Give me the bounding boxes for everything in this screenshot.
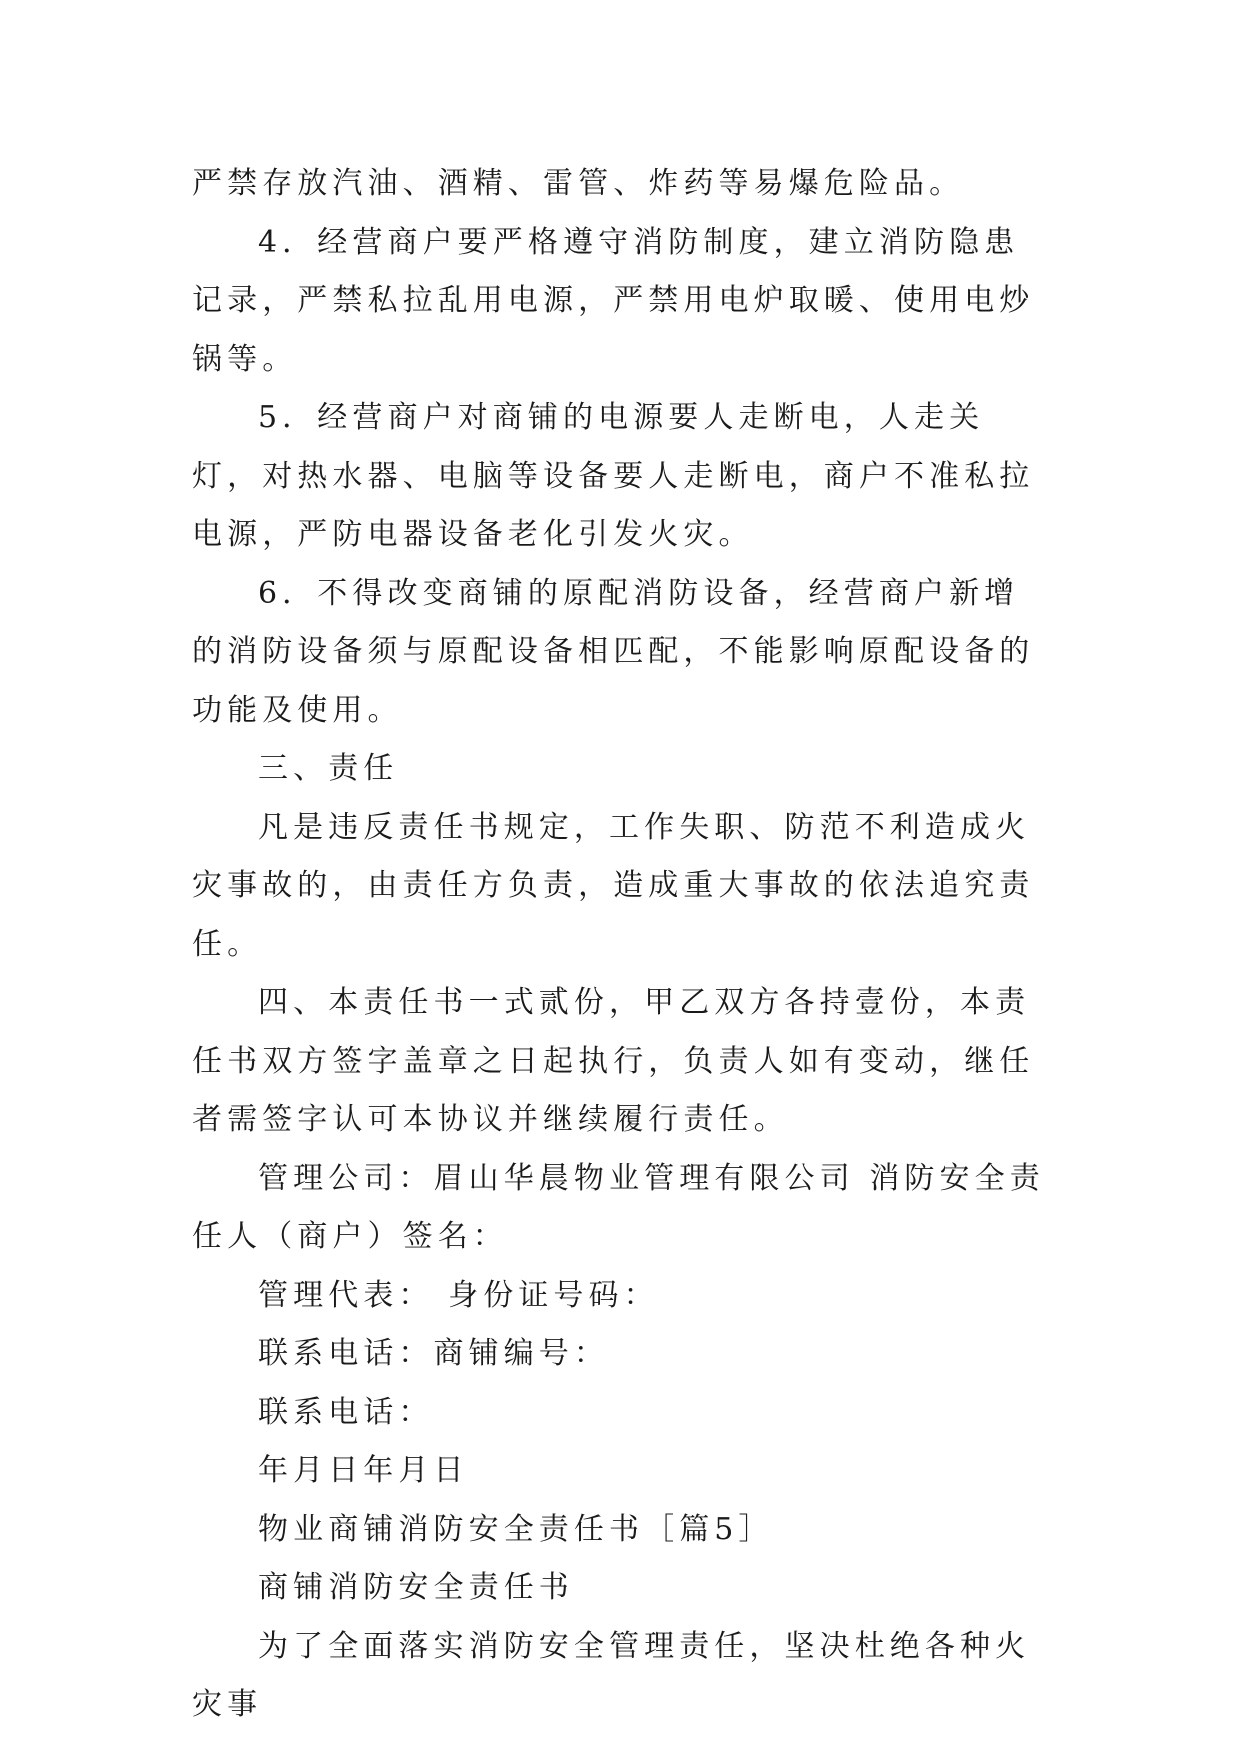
paragraph-item-5: 5．经营商户对商铺的电源要人走断电，人走关灯，对热水器、电脑等设备要人走断电，商户不准私拉电源，严防电器设备老化引发火灾。 <box>192 400 1035 552</box>
document-title: 商铺消防安全责任书 <box>258 1570 574 1605</box>
signature-date-line: 年月日年月日 <box>258 1453 469 1488</box>
paragraph-item-4: 4．经营商户要严格遵守消防制度，建立消防隐患记录，严禁私拉乱用电源，严禁用电炉取暖、使用电炒锅等。 <box>192 224 1035 377</box>
document-body <box>192 155 1052 1735</box>
signature-company-line: 管理公司：眉山华晨物业管理有限公司 消防安全责任人（商户）签名： <box>192 1160 1045 1254</box>
paragraph-hazardous-goods: 严禁存放汽油、酒精、雷管、炸药等易爆危险品。 <box>192 166 965 201</box>
paragraph-responsibility: 凡是违反责任书规定，工作失职、防范不利造成火灾事故的，由责任方负责，造成重大事故的依法追究责任。 <box>192 809 1035 962</box>
paragraph-item-6: 6．不得改变商铺的原配消防设备，经营商户新增的消防设备须与原配设备相匹配，不能影响原配设备的功能及使用。 <box>192 575 1035 728</box>
section-heading-responsibility: 三、责任 <box>258 751 399 786</box>
chapter-title: 物业商铺消防安全责任书［篇5］ <box>258 1511 774 1547</box>
paragraph-copies: 四、本责任书一式贰份，甲乙双方各持壹份，本责任书双方签字盖章之日起执行，负责人如有变动，继任者需签字认可本协议并继续履行责任。 <box>192 985 1035 1137</box>
signature-phone-shop-line: 联系电话：商铺编号： <box>258 1336 609 1371</box>
signature-phone-line: 联系电话： <box>258 1394 434 1430</box>
signature-representative-line: 管理代表： 身份证号码： <box>258 1277 659 1313</box>
paragraph-intro: 为了全面落实消防安全管理责任，坚决杜绝各种火灾事 <box>192 1628 1031 1722</box>
